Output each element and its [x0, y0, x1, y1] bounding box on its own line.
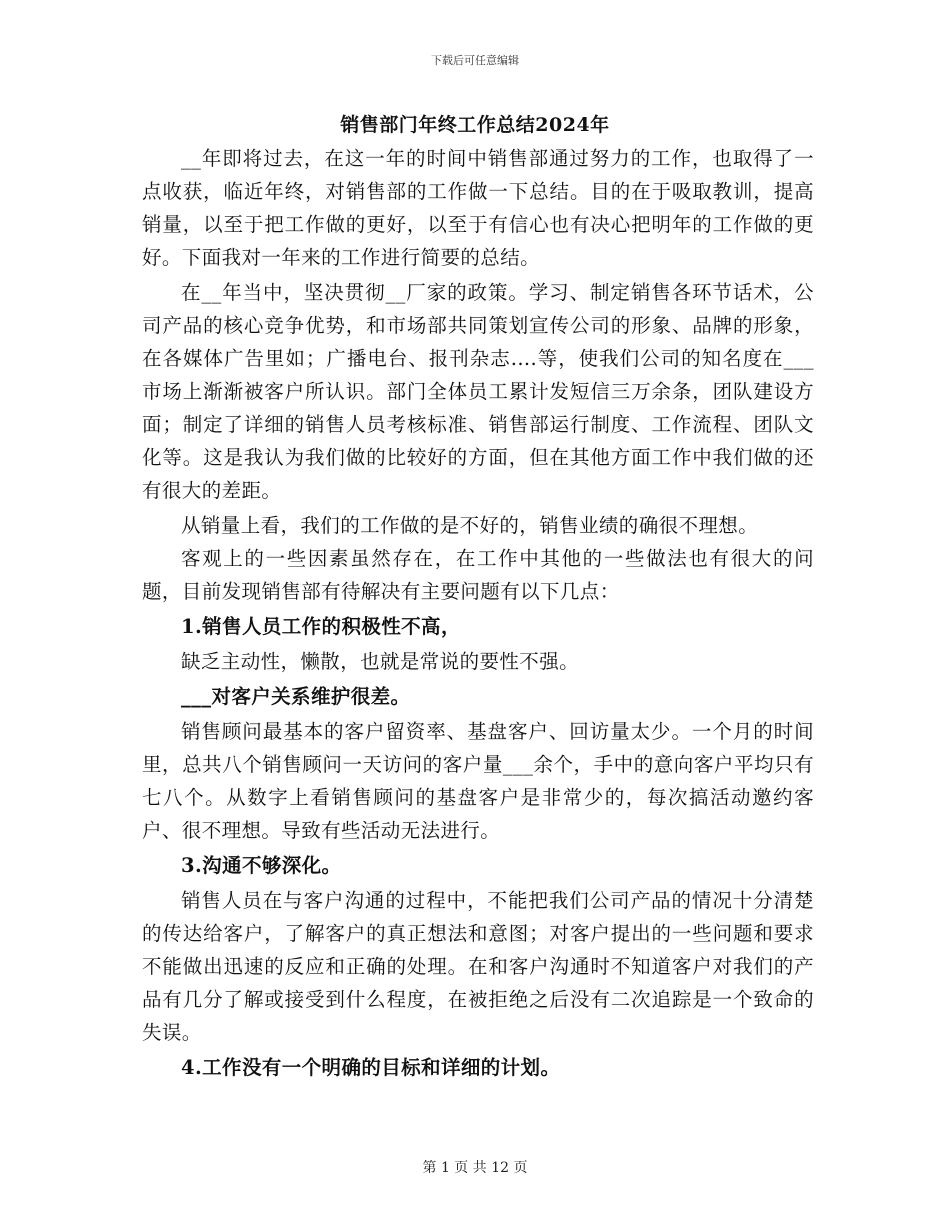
- paragraph-policy: 在__年当中，坚决贯彻__厂家的政策。学习、制定销售各环节话术，公司产品的核心竞争优势，和市场部共同策划宣传公司的形象、品牌的形象，在各媒体广告里如；广播电台、报刊杂志....等，使我们公司的知名度在___市场上渐渐被客户所认识。部门全体员工累计发短信三万余条，团队建设方面；制定了详细的销售人员考核标准、销售部运行制度、工作流程、团队文化等。这是我认为我们做的比较好的方面，但在其他方面工作中我们做的还有很大的差距。: [142, 281, 814, 502]
- paragraph-problems-intro: 客观上的一些因素虽然存在，在工作中其他的一些做法也有很大的问题，目前发现销售部有待解决有主要问题有以下几点：: [142, 547, 814, 603]
- heading-item-3: 3.沟通不够深化。: [181, 854, 342, 877]
- paragraph-item-3: 销售人员在与客户沟通的过程中，不能把我们公司产品的情况十分清楚的传达给客户，了解客户的真正想法和意图；对客户提出的一些问题和要求不能做出迅速的反应和正确的处理。在和客户沟通时不知道客户对我们的产品有几分了解或接受到什么程度，在被拒绝之后没有二次追踪是一个致命的失误。: [142, 889, 814, 1044]
- paragraph-intro: __年即将过去，在这一年的时间中销售部通过努力的工作，也取得了一点收获，临近年终，对销售部的工作做一下总结。目的在于吸取教训，提高销量，以至于把工作做的更好，以至于有信心也有决心把明年的工作做的更好。下面我对一年来的工作进行简要的总结。: [142, 147, 814, 269]
- document-body: [142, 142, 814, 1086]
- paragraph-item-2: 销售顾问最基本的客户留资率、基盘客户、回访量太少。一个月的时间里，总共八个销售顾问一天访问的客户量___余个，手中的意向客户平均只有七八个。从数字上看销售顾问的基盘客户是非常少的，每次搞活动邀约客户、很不理想。导致有些活动无法进行。: [142, 720, 814, 842]
- paragraph-item-1: 缺乏主动性，懒散，也就是常说的要性不强。: [181, 650, 580, 673]
- page-header-note: 下载后可任意编辑: [431, 54, 519, 67]
- heading-item-1: 1.销售人员工作的积极性不高，: [181, 615, 461, 638]
- page-number-footer: 第 1 页 共 12 页: [422, 1160, 528, 1176]
- heading-item-4: 4.工作没有一个明确的目标和详细的计划。: [181, 1056, 561, 1079]
- document-title: 销售部门年终工作总结2024年: [340, 114, 610, 136]
- heading-item-2: ___对客户关系维护很差。: [181, 685, 411, 708]
- paragraph-sales-volume: 从销量上看，我们的工作做的是不好的，销售业绩的确很不理想。: [181, 514, 759, 537]
